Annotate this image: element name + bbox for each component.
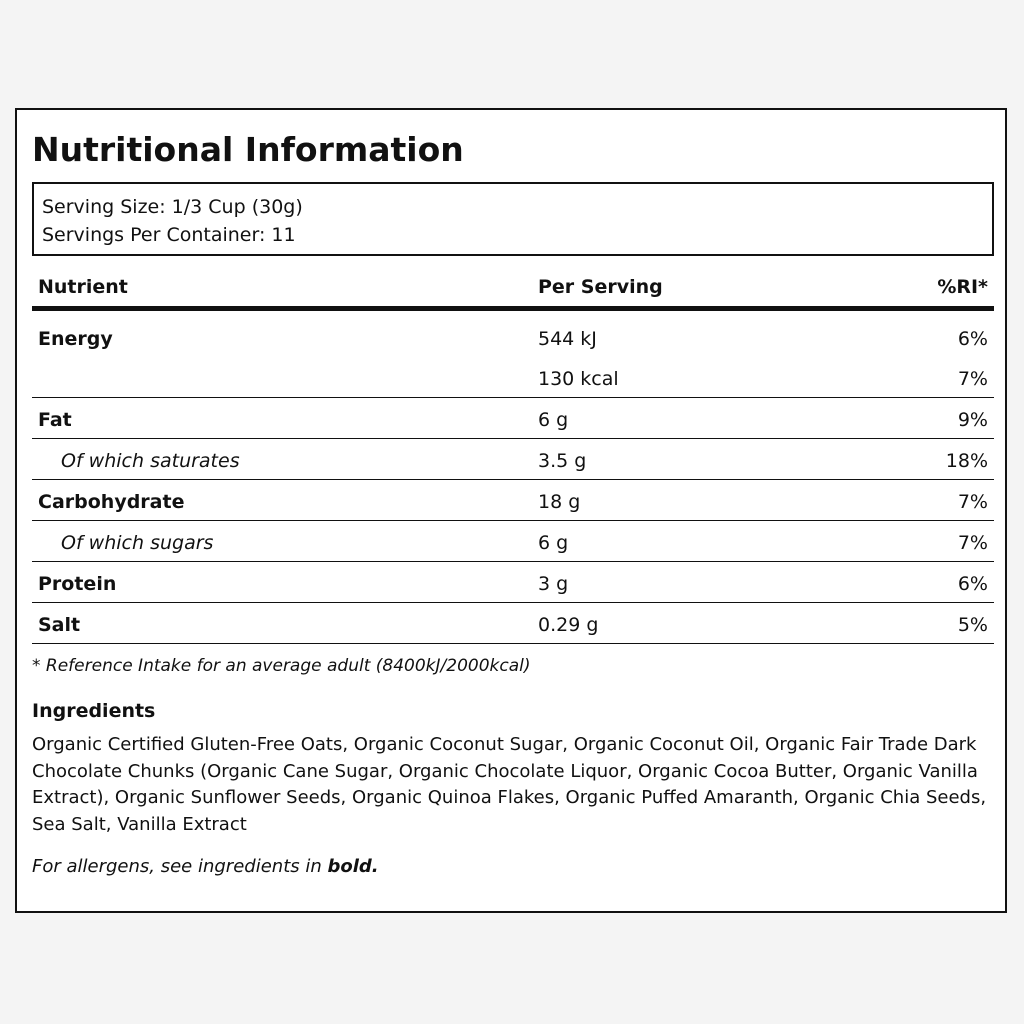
- ri-value: 7%: [957, 532, 988, 554]
- ri-value: 7%: [957, 491, 988, 513]
- nutrient-name: Salt: [38, 614, 81, 636]
- header-divider: [32, 306, 994, 311]
- header-per-serving: Per Serving: [538, 276, 663, 298]
- nutrient-name: Fat: [38, 409, 72, 431]
- per-serving-value: 18 g: [538, 491, 581, 513]
- table-row-saturates: [32, 450, 994, 480]
- table-row-salt: [32, 614, 994, 644]
- servings-per-container: Servings Per Container: 11: [42, 224, 296, 246]
- ri-value: 6%: [957, 328, 988, 350]
- per-serving-value: 6 g: [538, 409, 569, 431]
- ingredients-text: Organic Certified Gluten-Free Oats, Organic Coconut Sugar, Organic Coconut Oil, Organic Fair Trade Dark Chocolate Chunks (Organic Cane Sugar, Organic Chocolate Liquor, Organic Cocoa Butter, Organic Vanilla Extract), Organic Sunflower Seeds, Organic Quinoa Flakes, Organic Puffed Amaranth, Organic Chia Seeds, Sea Salt, Vanilla Extract: [32, 734, 987, 835]
- nutrient-name: Of which saturates: [61, 450, 240, 472]
- table-row-energy-kcal: [32, 368, 994, 398]
- serving-size: Serving Size: 1/3 Cup (30g): [42, 196, 303, 218]
- allergen-note-bold: bold.: [327, 856, 379, 877]
- table-row-protein: [32, 573, 994, 603]
- table-header: [32, 268, 994, 310]
- ri-value: 5%: [957, 614, 988, 636]
- table-row-fat: [32, 409, 994, 439]
- per-serving-value: 3 g: [538, 573, 569, 595]
- nutrient-name: Energy: [38, 328, 113, 350]
- per-serving-value: 0.29 g: [538, 614, 599, 636]
- ri-value: 9%: [957, 409, 988, 431]
- per-serving-value: 6 g: [538, 532, 569, 554]
- allergen-note: [32, 856, 379, 877]
- per-serving-value: 130 kcal: [538, 368, 619, 390]
- ri-value: 6%: [957, 573, 988, 595]
- nutrient-name: Protein: [38, 573, 117, 595]
- table-row-sugars: [32, 532, 994, 562]
- allergen-note-text: For allergens, see ingredients in: [32, 856, 328, 877]
- ri-value: 7%: [957, 368, 988, 390]
- ingredients-heading: Ingredients: [32, 700, 156, 722]
- nutrient-name: Carbohydrate: [38, 491, 185, 513]
- per-serving-value: 544 kJ: [538, 328, 597, 350]
- ri-footnote: * Reference Intake for an average adult (8400kJ/2000kcal): [32, 656, 531, 676]
- table-row-carbohydrate: [32, 491, 994, 521]
- header-ri: %RI*: [937, 276, 988, 298]
- page-title: Nutritional Information: [32, 130, 464, 169]
- per-serving-value: 3.5 g: [538, 450, 587, 472]
- header-nutrient: Nutrient: [38, 276, 128, 298]
- table-row-energy-kj: [32, 328, 994, 358]
- ri-value: 18%: [945, 450, 988, 472]
- nutrient-name: Of which sugars: [61, 532, 214, 554]
- nutrition-label: [15, 108, 1007, 913]
- serving-info-box: [32, 182, 994, 256]
